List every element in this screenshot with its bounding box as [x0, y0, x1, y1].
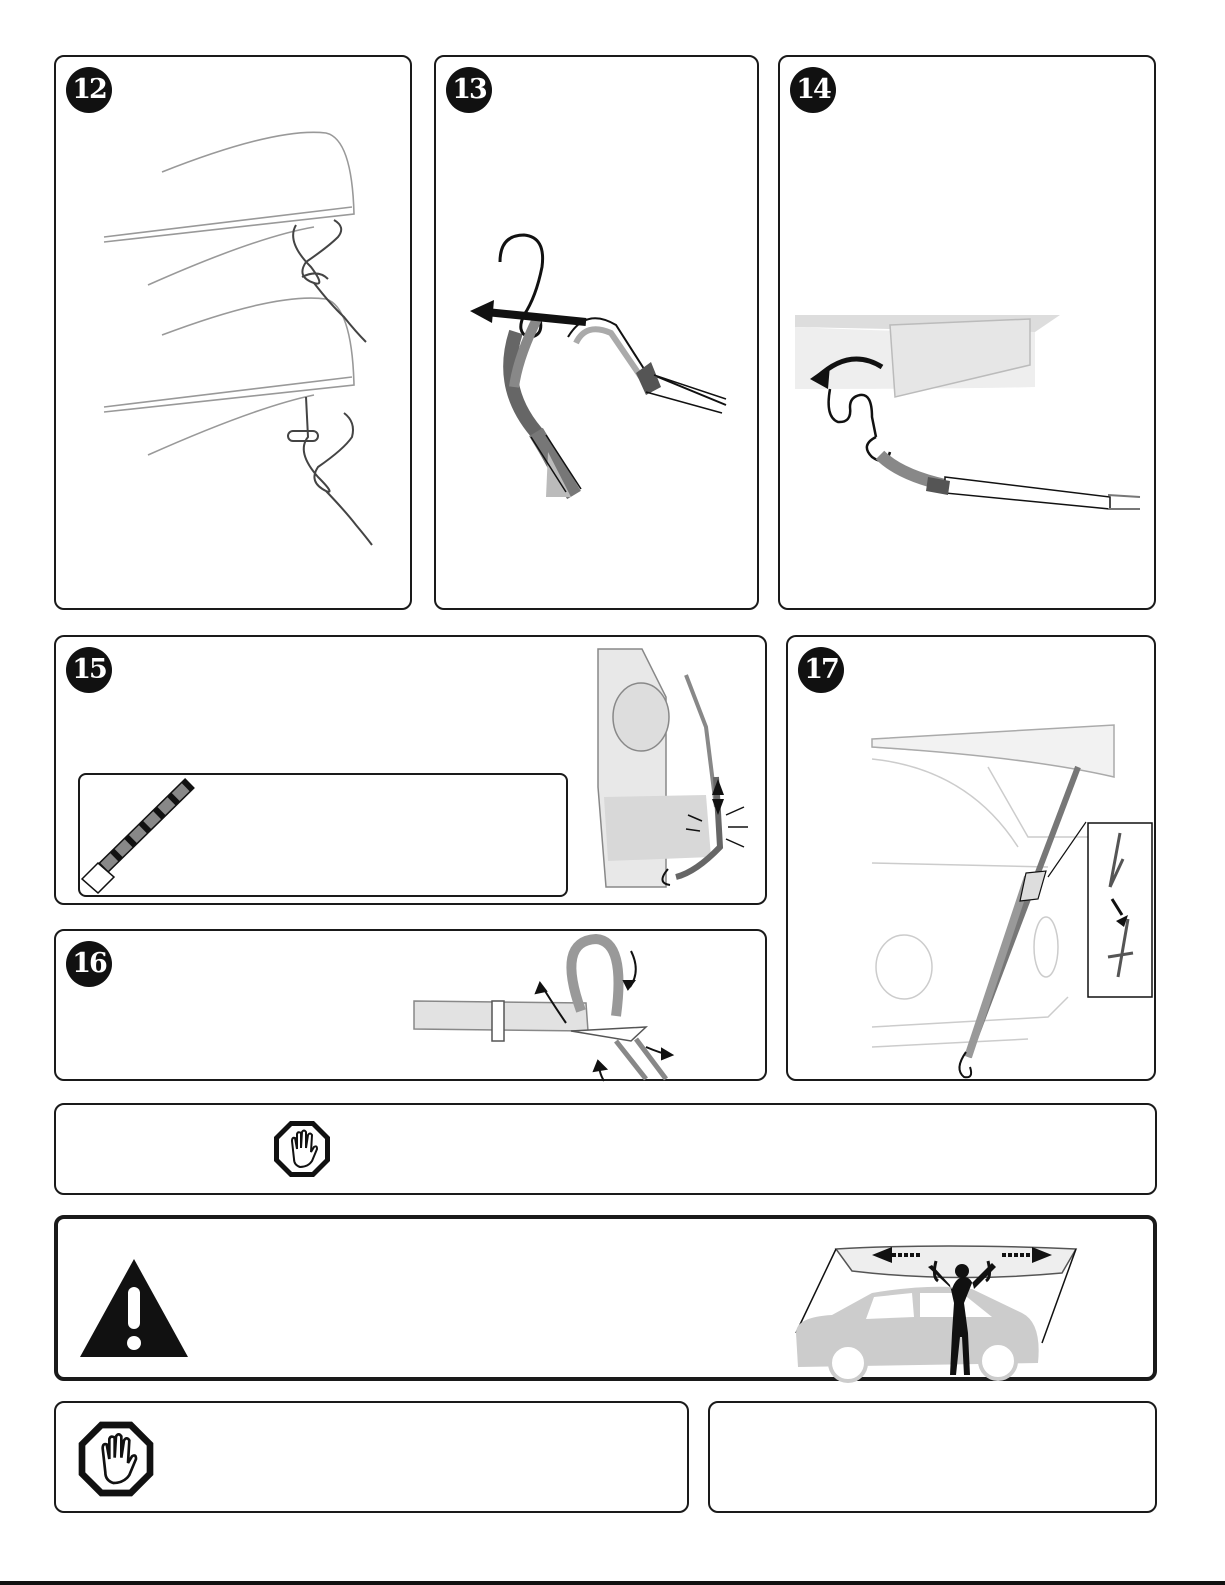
front-tiedown-illustration: [788, 637, 1158, 1083]
step-17-panel: [786, 635, 1156, 1081]
page-bottom-rule: [0, 1581, 1225, 1585]
step-12-panel: [54, 55, 412, 610]
step-14-number: 14: [790, 67, 836, 113]
step-15-number: 15: [66, 647, 112, 693]
warning-triangle-icon: [78, 1257, 190, 1361]
warning-box: [54, 1215, 1157, 1381]
step-16-number: 16: [66, 941, 112, 987]
boat-bow-tie-illustration: [56, 57, 414, 612]
hook-bumper-illustration: [780, 57, 1158, 612]
step-16-panel: [54, 929, 767, 1081]
step-13-panel: [434, 55, 759, 610]
stop-hand-icon-large: [76, 1419, 156, 1499]
strap-buckle-illustration: [56, 931, 769, 1083]
s-hook-strap-illustration: [436, 57, 761, 612]
step-17-number: 17: [798, 647, 844, 693]
stop-notice-bar: [54, 1103, 1157, 1195]
twisted-strap-inset: [78, 773, 568, 897]
step-13-number: 13: [446, 67, 492, 113]
car-roof-load-illustration: [792, 1233, 1092, 1383]
step-15-panel: [54, 635, 767, 905]
note-box: [708, 1401, 1157, 1513]
step-12-number: 12: [66, 67, 112, 113]
stop-hand-icon: [272, 1119, 332, 1179]
twisted-strap-illustration: [80, 775, 566, 895]
step-14-panel: [778, 55, 1156, 610]
stop-caution-box: [54, 1401, 689, 1513]
